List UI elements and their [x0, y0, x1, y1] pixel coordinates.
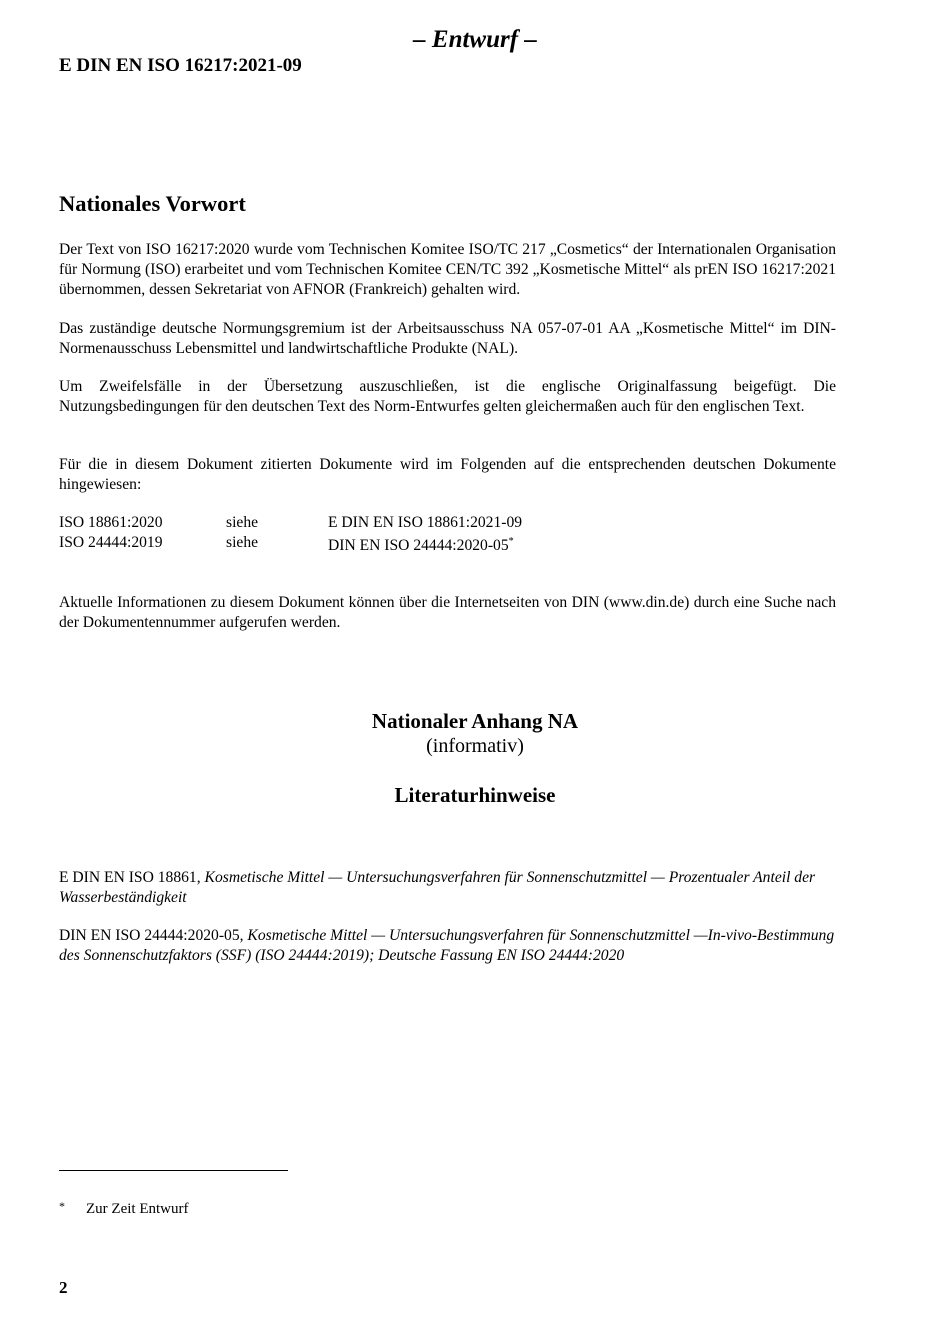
bibliography-title: Kosmetische Mittel — Untersuchungsverfahren für Sonnenschutzmittel — Prozentualer Anteil der Wasserbeständigkeit: [59, 869, 816, 906]
reference-relation: siehe: [226, 534, 259, 551]
iso-reference: ISO 18861:2020: [59, 514, 163, 531]
foreword-closing: Aktuelle Informationen zu diesem Dokument können über die Internetseiten von DIN (www.din.de) durch eine Suche nach der Dokumentennummer aufgerufen werden.: [59, 594, 836, 631]
din-reference: [328, 513, 522, 533]
foreword-heading: Nationales Vorwort: [59, 191, 246, 216]
foreword-paragraph: Der Text von ISO 16217:2020 wurde vom Technischen Komitee ISO/TC 217 „Cosmetics“ der Internationalen Organisation für Normung (ISO) erarbeitet und vom Technischen Komitee CEN/TC 392 „Kosmetische Mittel“ als prEN ISO 16217:2021 übernommen, dessen Sekretariat von AFNOR (Frankreich) gehalten wird.: [59, 241, 836, 298]
bibliography-entry: [59, 868, 839, 908]
footnote-marker: *: [508, 535, 514, 547]
foreword-paragraph: Um Zweifelsfälle in der Übersetzung auszuschließen, ist die englische Originalfassung beigefügt. Die Nutzungsbedingungen für den deutschen Text des Norm-Entwurfes gelten gleichermaßen auch für den englischen Text.: [59, 378, 836, 415]
bibliography-heading: Literaturhinweise: [394, 783, 556, 807]
page-number: 2: [59, 1278, 68, 1297]
annex-title: Nationaler Anhang NA: [371, 709, 579, 733]
footnote-marker: *: [59, 1199, 65, 1213]
draft-watermark-heading: – Entwurf –: [413, 26, 537, 53]
din-reference-text: DIN EN ISO 24444:2020-05: [328, 537, 509, 554]
document-identifier: E DIN EN ISO 16217:2021-09: [59, 55, 302, 76]
foreword-paragraph: Für die in diesem Dokument zitierten Dokumente wird im Folgenden auf die entsprechenden deutschen Dokumente hingewiesen:: [59, 456, 836, 493]
iso-reference: ISO 24444:2019: [59, 534, 163, 551]
din-reference: [328, 536, 514, 556]
foreword-paragraph: Das zuständige deutsche Normungsgremium ist der Arbeitsausschuss NA 057-07-01 AA „Kosmetische Mittel“ im DIN-Normenausschuss Lebensmittel und landwirtschaftliche Produkte (NAL).: [59, 320, 836, 357]
bibliography-entry: [59, 926, 839, 966]
din-reference-text: E DIN EN ISO 18861:2021-09: [328, 514, 523, 531]
bibliography-title: Kosmetische Mittel — Untersuchungsverfahren für Sonnenschutzmittel —In-vivo-Bestimmung des Sonnenschutzfaktors (SSF) (ISO 24444:2019); Deutsche Fassung EN ISO 24444:2020: [59, 927, 835, 964]
reference-relation: siehe: [226, 514, 259, 531]
bibliography-ref: E DIN EN ISO 18861,: [59, 869, 201, 886]
bibliography-ref: DIN EN ISO 24444:2020-05,: [59, 927, 244, 944]
annex-subtitle: (informativ): [426, 735, 524, 757]
footnote-divider: [59, 1170, 288, 1171]
footnote-text: Zur Zeit Entwurf: [86, 1201, 189, 1217]
